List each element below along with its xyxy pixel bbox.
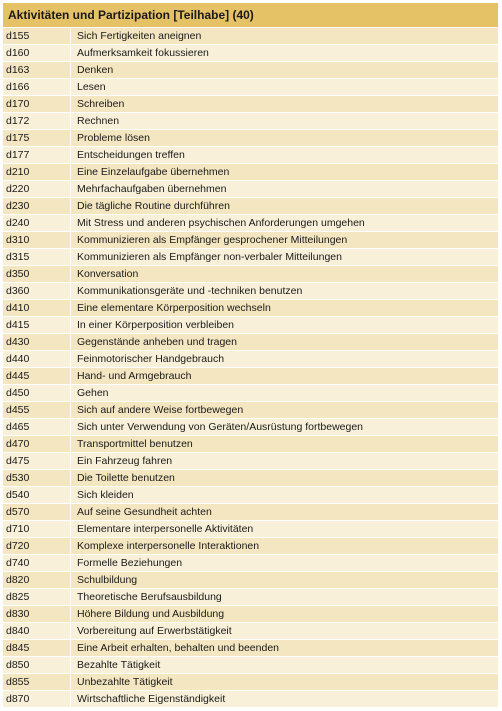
icf-label-cell: Denken xyxy=(77,64,114,76)
table-row xyxy=(3,334,498,351)
table-row xyxy=(3,249,498,266)
icf-code-cell: d850 xyxy=(3,657,71,673)
icf-label-cell: Sich unter Verwendung von Geräten/Ausrüstung fortbewegen xyxy=(77,421,364,433)
table-row xyxy=(3,623,498,640)
icf-activities-table xyxy=(3,3,498,708)
table-row xyxy=(3,436,498,453)
table-row xyxy=(3,555,498,572)
table-row xyxy=(3,28,498,45)
table-row xyxy=(3,606,498,623)
icf-label-cell: Rechnen xyxy=(77,115,120,127)
icf-code-cell: d455 xyxy=(3,402,71,418)
icf-label-cell: Komplexe interpersonelle Interaktionen xyxy=(77,540,260,552)
table-row xyxy=(3,538,498,555)
icf-code-cell: d740 xyxy=(3,555,71,571)
icf-label-cell: Probleme lösen xyxy=(77,132,150,144)
icf-label-cell: Feinmotorischer Handgebrauch xyxy=(77,353,225,365)
table-row xyxy=(3,317,498,334)
icf-label-cell: Gehen xyxy=(77,387,109,399)
icf-label-cell: Unbezahlte Tätigkeit xyxy=(77,676,173,688)
table-row xyxy=(3,674,498,691)
table-row xyxy=(3,147,498,164)
table-row xyxy=(3,487,498,504)
table-row xyxy=(3,266,498,283)
icf-label-cell: In einer Körperposition verbleiben xyxy=(77,319,235,331)
icf-code-cell: d210 xyxy=(3,164,71,180)
icf-label-cell: Gegenstände anheben und tragen xyxy=(77,336,237,348)
icf-code-cell: d430 xyxy=(3,334,71,350)
icf-code-cell: d870 xyxy=(3,691,71,707)
icf-code-cell: d530 xyxy=(3,470,71,486)
icf-label-cell: Mehrfachaufgaben übernehmen xyxy=(77,183,227,195)
table-row xyxy=(3,283,498,300)
icf-label-cell: Auf seine Gesundheit achten xyxy=(77,506,212,518)
icf-label-cell: Wirtschaftliche Eigenständigkeit xyxy=(77,693,226,705)
table-row xyxy=(3,368,498,385)
icf-code-cell: d410 xyxy=(3,300,71,316)
table-row xyxy=(3,470,498,487)
icf-code-cell: d350 xyxy=(3,266,71,282)
table-row xyxy=(3,181,498,198)
icf-label-cell: Sich Fertigkeiten aneignen xyxy=(77,30,202,42)
icf-code-cell: d450 xyxy=(3,385,71,401)
icf-label-cell: Transportmittel benutzen xyxy=(77,438,193,450)
icf-code-cell: d240 xyxy=(3,215,71,231)
table-row xyxy=(3,45,498,62)
icf-label-cell: Höhere Bildung und Ausbildung xyxy=(77,608,225,620)
icf-label-cell: Eine elementare Körperposition wechseln xyxy=(77,302,271,314)
icf-label-cell: Schulbildung xyxy=(77,574,138,586)
table-title: Aktivitäten und Partizipation [Teilhabe] (40) xyxy=(3,3,498,28)
table-row xyxy=(3,300,498,317)
table-row xyxy=(3,79,498,96)
table-row xyxy=(3,113,498,130)
table-body xyxy=(3,28,498,708)
table-row xyxy=(3,589,498,606)
icf-code-cell: d445 xyxy=(3,368,71,384)
icf-code-cell: d440 xyxy=(3,351,71,367)
icf-code-cell: d845 xyxy=(3,640,71,656)
icf-label-cell: Die Toilette benutzen xyxy=(77,472,175,484)
icf-code-cell: d830 xyxy=(3,606,71,622)
table-row xyxy=(3,164,498,181)
icf-label-cell: Kommunizieren als Empfänger gesprochener Mitteilungen xyxy=(77,234,348,246)
table-row xyxy=(3,657,498,674)
icf-label-cell: Sich kleiden xyxy=(77,489,134,501)
icf-code-cell: d170 xyxy=(3,96,71,112)
icf-label-cell: Formelle Beziehungen xyxy=(77,557,183,569)
icf-code-cell: d855 xyxy=(3,674,71,690)
table-row xyxy=(3,96,498,113)
icf-label-cell: Vorbereitung auf Erwerbstätigkeit xyxy=(77,625,232,637)
icf-code-cell: d160 xyxy=(3,45,71,61)
table-row xyxy=(3,402,498,419)
icf-label-cell: Entscheidungen treffen xyxy=(77,149,185,161)
icf-label-cell: Konversation xyxy=(77,268,139,280)
icf-code-cell: d710 xyxy=(3,521,71,537)
icf-code-cell: d220 xyxy=(3,181,71,197)
icf-code-cell: d540 xyxy=(3,487,71,503)
table-row xyxy=(3,504,498,521)
icf-label-cell: Schreiben xyxy=(77,98,125,110)
icf-code-cell: d177 xyxy=(3,147,71,163)
icf-code-cell: d315 xyxy=(3,249,71,265)
table-row xyxy=(3,572,498,589)
icf-label-cell: Eine Arbeit erhalten, behalten und beenden xyxy=(77,642,279,654)
icf-code-cell: d720 xyxy=(3,538,71,554)
icf-code-cell: d310 xyxy=(3,232,71,248)
table-row xyxy=(3,691,498,708)
icf-code-cell: d175 xyxy=(3,130,71,146)
icf-code-cell: d172 xyxy=(3,113,71,129)
icf-code-cell: d820 xyxy=(3,572,71,588)
icf-label-cell: Elementare interpersonelle Aktivitäten xyxy=(77,523,254,535)
icf-label-cell: Hand- und Armgebrauch xyxy=(77,370,192,382)
icf-code-cell: d840 xyxy=(3,623,71,639)
table-row xyxy=(3,215,498,232)
icf-code-cell: d570 xyxy=(3,504,71,520)
icf-code-cell: d825 xyxy=(3,589,71,605)
icf-label-cell: Die tägliche Routine durchführen xyxy=(77,200,230,212)
icf-label-cell: Eine Einzelaufgabe übernehmen xyxy=(77,166,230,178)
icf-code-cell: d166 xyxy=(3,79,71,95)
icf-label-cell: Sich auf andere Weise fortbewegen xyxy=(77,404,244,416)
icf-code-cell: d465 xyxy=(3,419,71,435)
icf-label-cell: Kommunikationsgeräte und -techniken benutzen xyxy=(77,285,303,297)
icf-code-cell: d475 xyxy=(3,453,71,469)
icf-code-cell: d415 xyxy=(3,317,71,333)
table-row xyxy=(3,232,498,249)
table-row xyxy=(3,453,498,470)
icf-label-cell: Aufmerksamkeit fokussieren xyxy=(77,47,209,59)
icf-label-cell: Mit Stress und anderen psychischen Anforderungen umgehen xyxy=(77,217,365,229)
table-row xyxy=(3,521,498,538)
table-row xyxy=(3,640,498,657)
table-row xyxy=(3,130,498,147)
icf-code-cell: d230 xyxy=(3,198,71,214)
icf-label-cell: Bezahlte Tätigkeit xyxy=(77,659,161,671)
icf-code-cell: d155 xyxy=(3,28,71,44)
icf-code-cell: d163 xyxy=(3,62,71,78)
icf-code-cell: d470 xyxy=(3,436,71,452)
icf-code-cell: d360 xyxy=(3,283,71,299)
icf-label-cell: Ein Fahrzeug fahren xyxy=(77,455,173,467)
icf-label-cell: Lesen xyxy=(77,81,106,93)
icf-label-cell: Kommunizieren als Empfänger non-verbaler Mitteilungen xyxy=(77,251,342,263)
table-row xyxy=(3,419,498,436)
table-row xyxy=(3,351,498,368)
table-row xyxy=(3,62,498,79)
table-row xyxy=(3,198,498,215)
icf-label-cell: Theoretische Berufsausbildung xyxy=(77,591,222,603)
table-row xyxy=(3,385,498,402)
